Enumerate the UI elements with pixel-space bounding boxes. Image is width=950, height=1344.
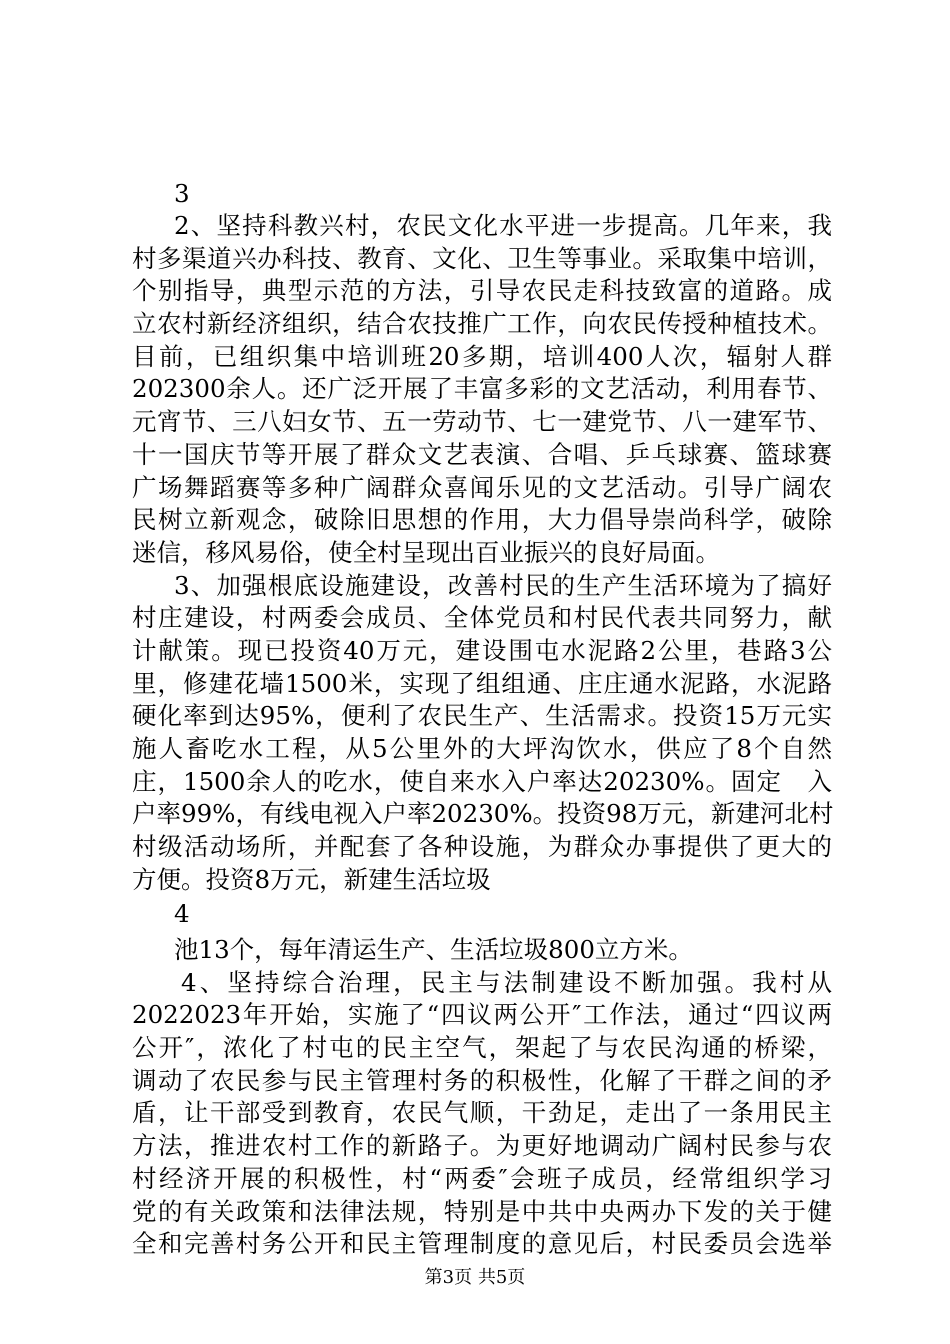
- text-line: 池13个，每年清运生产、生活垃圾800立方米。: [174, 935, 693, 964]
- text-line: 硬化率到达95%，便利了农民生产、生活需求。投资15万元实: [132, 701, 832, 731]
- text-line: 方便。投资8万元，新建生活垃圾: [132, 864, 491, 894]
- text-line: 3、加强根底设施建设，改善村民的生产生活环境为了搞好: [174, 570, 832, 600]
- text-line: 广场舞蹈赛等多种广阔群众喜闻乐见的文艺活动。引导广阔农: [132, 472, 832, 502]
- section-4-text: [132, 934, 832, 1261]
- text-line: 全和完善村务公开和民主管理制度的意见后，村民委员会选举: [132, 1229, 832, 1259]
- text-line: 方法，推进农村工作的新路子。为更好地调动广阔村民参与农: [132, 1131, 832, 1161]
- text-line: 施人畜吃水工程，从5公里外的大坪沟饮水，供应了8个自然: [132, 734, 832, 763]
- page-marker-top: 3: [174, 179, 190, 208]
- text-line: 村级活动场所，并配套了各种设施，为群众办事提供了更大的: [132, 832, 832, 862]
- text-line: 2022023年开始，实施了“四议两公开″工作法，通过“四议两: [132, 1000, 832, 1030]
- page-footer: 第3页 共5页: [424, 1267, 526, 1288]
- text-line: 立农村新经济组织，结合农技推广工作，向农民传授种植技术。: [132, 309, 832, 339]
- text-line: 户率99%，有线电视入户率20230%。投资98万元，新建河北村: [132, 799, 834, 829]
- text-line: 202300余人。还广泛开展了丰富多彩的文艺活动，利用春节、: [132, 374, 832, 404]
- text-line: 民树立新观念，破除旧思想的作用，大力倡导崇尚科学，破除: [132, 505, 832, 535]
- page-marker-mid: 4: [174, 899, 190, 928]
- text-line: 计献策。现已投资40万元，建设围屯水泥路2公里，巷路3公: [132, 635, 832, 665]
- text-line: 庄，1500余人的吃水，使自来水入户率达20230%。固定 入: [132, 766, 832, 796]
- text-line: 里，修建花墙1500米，实现了组组通、庄庄通水泥路，水泥路: [132, 668, 832, 698]
- text-line: 公开″，浓化了村屯的民主空气，架起了与农民沟通的桥梁，: [132, 1033, 832, 1063]
- text-line: 党的有关政策和法律法规，特别是中共中央两办下发的关于健: [132, 1196, 832, 1226]
- text-line: 村庄建设，村两委会成员、全体党员和村民代表共同努力，献: [132, 603, 832, 633]
- text-line: 个别指导，典型示范的方法，引导农民走科技致富的道路。成: [132, 276, 832, 306]
- text-line: 2、坚持科教兴村，农民文化水平进一步提高。几年来，我: [174, 211, 832, 240]
- text-line: 迷信，移风易俗，使全村呈现出百业振兴的良好局面。: [132, 537, 720, 567]
- text-line: 调动了农民参与民主管理村务的积极性，化解了干群之间的矛: [132, 1065, 832, 1095]
- text-line: 4、坚持综合治理，民主与法制建设不断加强。我村从: [181, 967, 832, 997]
- text-line: 盾，让干部受到教育，农民气顺，干劲足，走出了一条用民主: [132, 1098, 832, 1128]
- text-line: 村经济开展的积极性，村“两委″会班子成员，经常组织学习: [132, 1163, 832, 1193]
- text-line: 十一国庆节等开展了群众文艺表演、合唱、乒乓球赛、篮球赛: [132, 439, 832, 469]
- section-2-3-text: [132, 210, 832, 896]
- text-line: 村多渠道兴办科技、教育、文化、卫生等事业。采取集中培训，: [132, 243, 832, 273]
- text-line: 元宵节、三八妇女节、五一劳动节、七一建党节、八一建军节、: [132, 407, 832, 437]
- text-line: 目前，已组织集中培训班20多期，培训400人次，辐射人群: [132, 341, 832, 371]
